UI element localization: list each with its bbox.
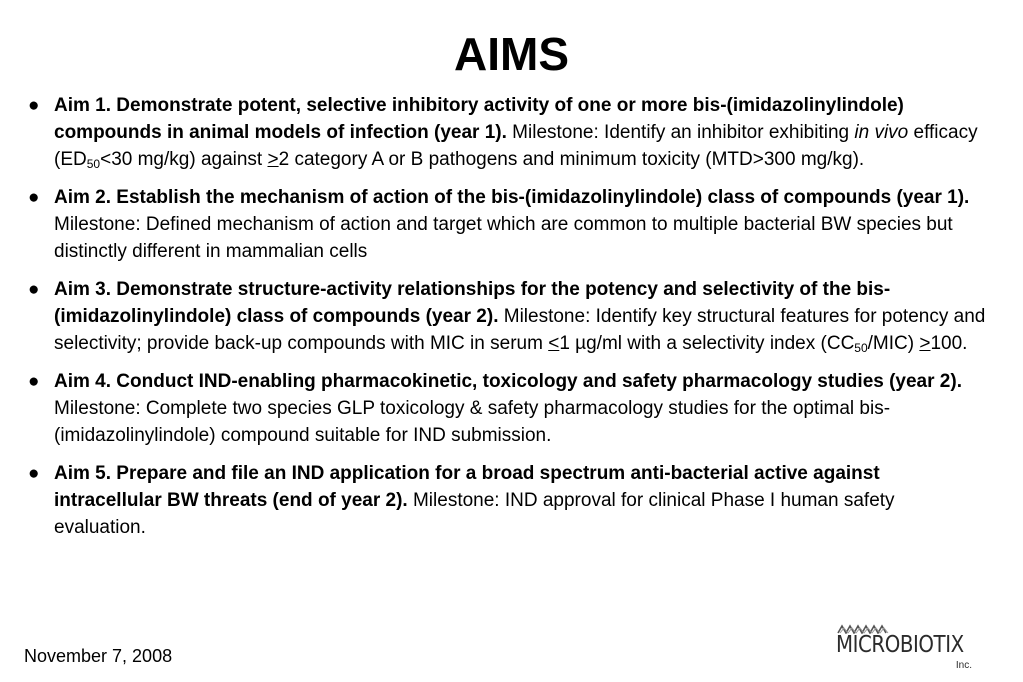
aim-4: [28, 368, 988, 449]
bullet-icon: ●: [28, 463, 40, 484]
aim-1-milestone: Milestone: Identify an inhibitor exhibiting in vivo efficacy ($ED_{50}<30$ mg/kg) against >2 category A or B pathogens and minimum toxicity (MTD>300 mg/kg).: [54, 122, 978, 171]
aim-4-milestone: Milestone: Complete two species GLP toxicology & safety pharmacology studies for the optimal bis-(imidazolinylindole) compound suitable for IND submission.: [54, 398, 891, 446]
aim-2: [28, 184, 988, 265]
page-title: AIMS: [454, 28, 569, 80]
aim-2-heading: Aim 2. Establish the mechanism of action of the bis-(imidazolinylindole) class of compounds (year 1).: [54, 187, 970, 208]
aim-4-heading: Aim 4. Conduct IND-enabling pharmacokinetic, toxicology and safety pharmacology studies (year 2).: [54, 371, 962, 392]
aim-1: [28, 92, 988, 173]
company-logo: [836, 624, 986, 674]
aim-1-heading: Aim 1. Demonstrate potent, selective inhibitory activity of one or more bis-(imidazolinylindole) compounds in animal models of infection (year 1).: [54, 95, 904, 143]
aim-3: [28, 276, 988, 357]
aim-3-heading: Aim 3. Demonstrate structure-activity relationships for the potency and selectivity of the bis-(imidazolinylindole) class of compounds (year 2).: [54, 279, 891, 327]
logo-inc: Inc.: [955, 660, 972, 671]
aim-5-heading: Aim 5. Prepare and file an IND application for a broad spectrum anti-bacterial active against intracellular BW threats (end of year 2).: [54, 463, 880, 511]
footer-date: November 7, 2008: [24, 646, 173, 666]
aim-5: [28, 460, 988, 541]
bullet-icon: ●: [28, 95, 40, 116]
aims-list: [28, 92, 988, 552]
bullet-icon: ●: [28, 279, 40, 300]
logo-wordmark: MICROBIOTIX: [836, 632, 964, 658]
aim-5-milestone: Milestone: IND approval for clinical Phase I human safety evaluation.: [54, 490, 895, 538]
bullet-icon: ●: [28, 371, 40, 392]
aim-3-milestone: Milestone: Identify key structural features for potency and selectivity; provide back-up compounds with MIC in serum <1 µg/ml with a selectivity index $(CC_{50}/MIC) >100$.: [54, 306, 986, 355]
bullet-icon: ●: [28, 187, 40, 208]
aim-2-milestone: Milestone: Defined mechanism of action and target which are common to multiple bacterial BW species but distinctly different in mammalian cells: [54, 214, 953, 262]
